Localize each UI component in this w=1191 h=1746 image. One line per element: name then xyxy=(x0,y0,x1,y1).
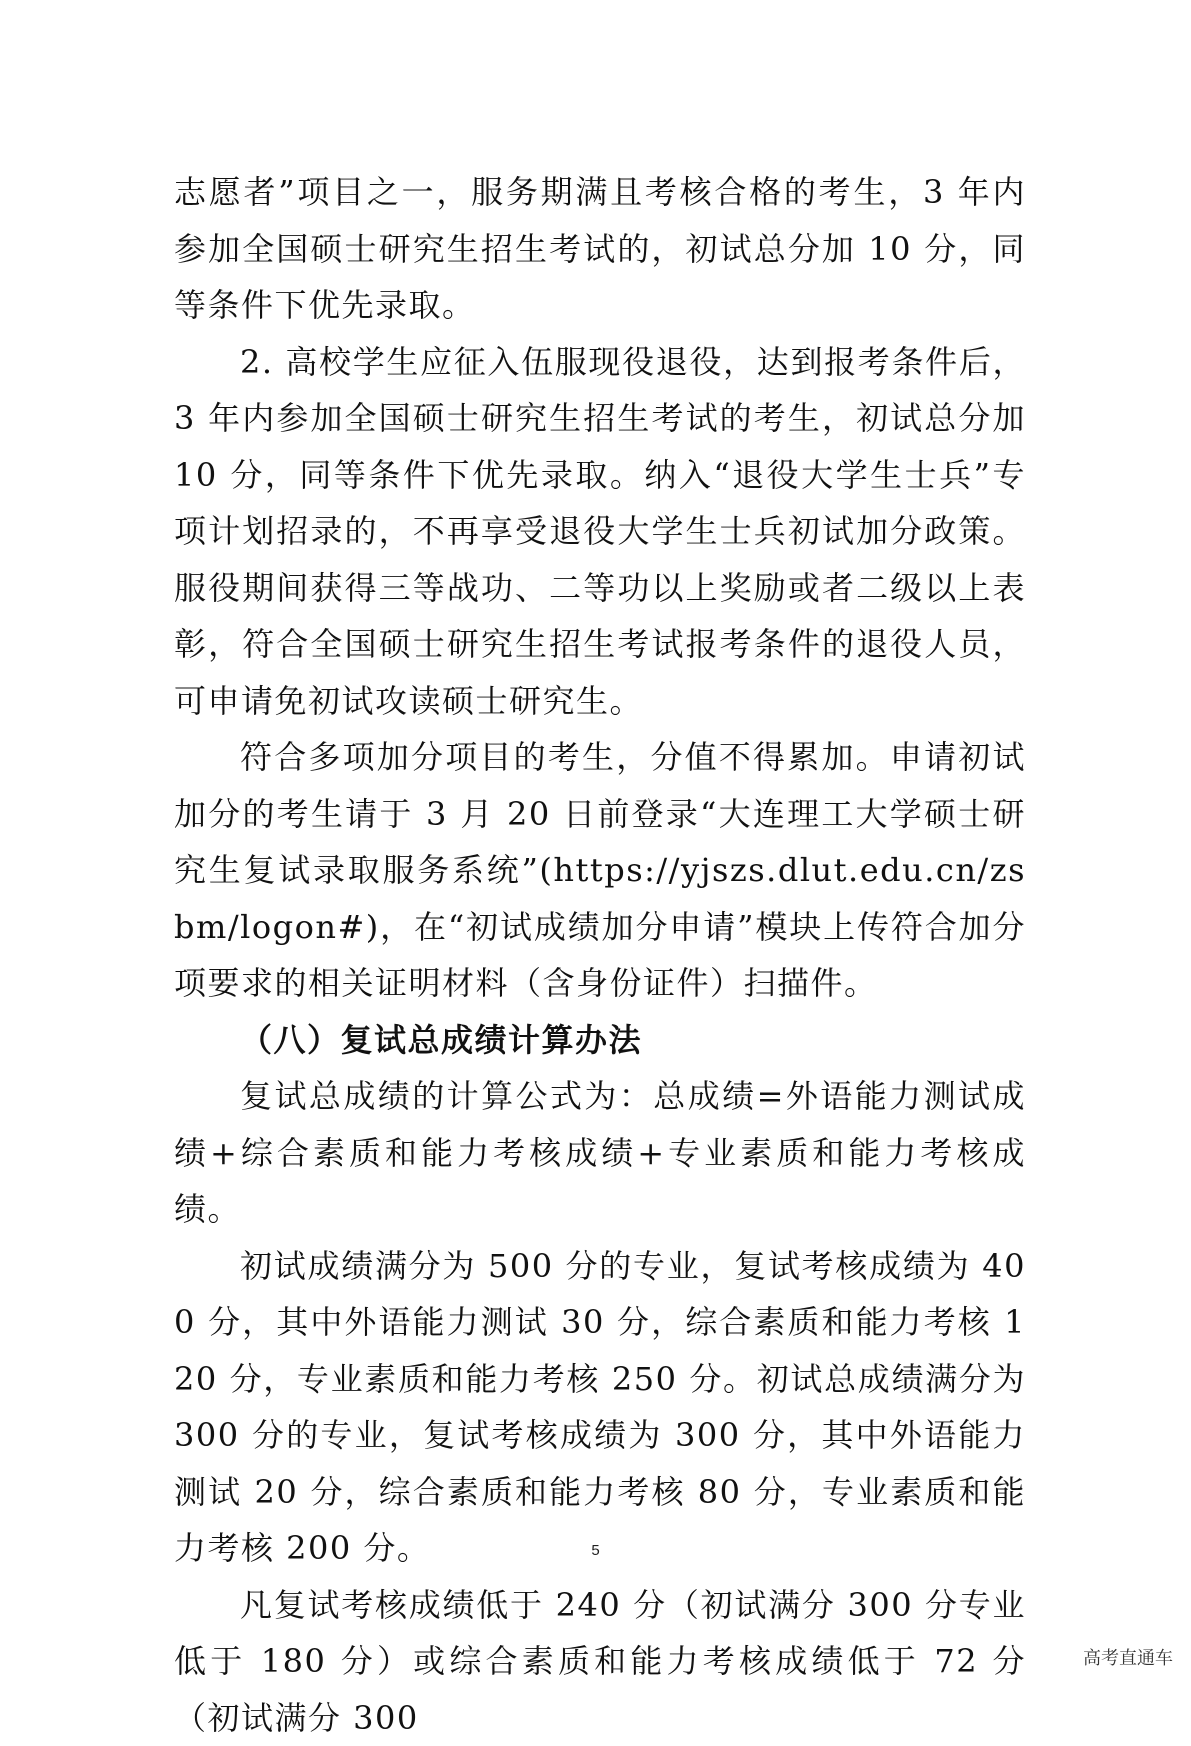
paragraph-6: 凡复试考核成绩低于 240 分（初试满分 300 分专业低于 180 分）或综合素质和能力考核成绩低于 72 分（初试满分 300 xyxy=(174,1577,1026,1746)
paragraph-3: 符合多项加分项目的考生，分值不得累加。申请初试加分的考生请于 3 月 20 日前登录“大连理工大学硕士研究生复试录取服务系统”(https://yjszs.dlut.edu.cn/zsbm/logon#)，在“初试成绩加分申请”模块上传符合加分项要求的相关证明材料（含身份证件）扫描件。 xyxy=(174,729,1026,1012)
paragraph-4: 复试总成绩的计算公式为：总成绩=外语能力测试成绩+综合素质和能力考核成绩+专业素质和能力考核成绩。 xyxy=(174,1068,1026,1238)
watermark-text: 高考直通车 xyxy=(1083,1644,1173,1670)
paragraph-2: 2. 高校学生应征入伍服现役退役，达到报考条件后，3 年内参加全国硕士研究生招生考试的考生，初试总分加 10 分，同等条件下优先录取。纳入“退役大学生士兵”专项计划招录的，不再享受退役大学生士兵初试加分政策。服役期间获得三等战功、二等功以上奖励或者二级以上表彰，符合全国硕士研究生招生考试报考条件的退役人员，可申请免初试攻读硕士研究生。 xyxy=(174,334,1026,730)
paragraph-1: 志愿者”项目之一，服务期满且考核合格的考生，3 年内参加全国硕士研究生招生考试的，初试总分加 10 分，同等条件下优先录取。 xyxy=(174,164,1026,334)
document-body xyxy=(174,164,1026,1746)
section-heading: （八）复试总成绩计算办法 xyxy=(174,1012,1026,1069)
page-number: 5 xyxy=(0,1542,1191,1559)
paragraph-5: 初试成绩满分为 500 分的专业，复试考核成绩为 400 分，其中外语能力测试 30 分，综合素质和能力考核 120 分，专业素质和能力考核 250 分。初试总成绩满分为 300 分的专业，复试考核成绩为 300 分，其中外语能力测试 20 分，综合素质和能力考核 80 分，专业素质和能力考核 200 分。 xyxy=(174,1238,1026,1577)
